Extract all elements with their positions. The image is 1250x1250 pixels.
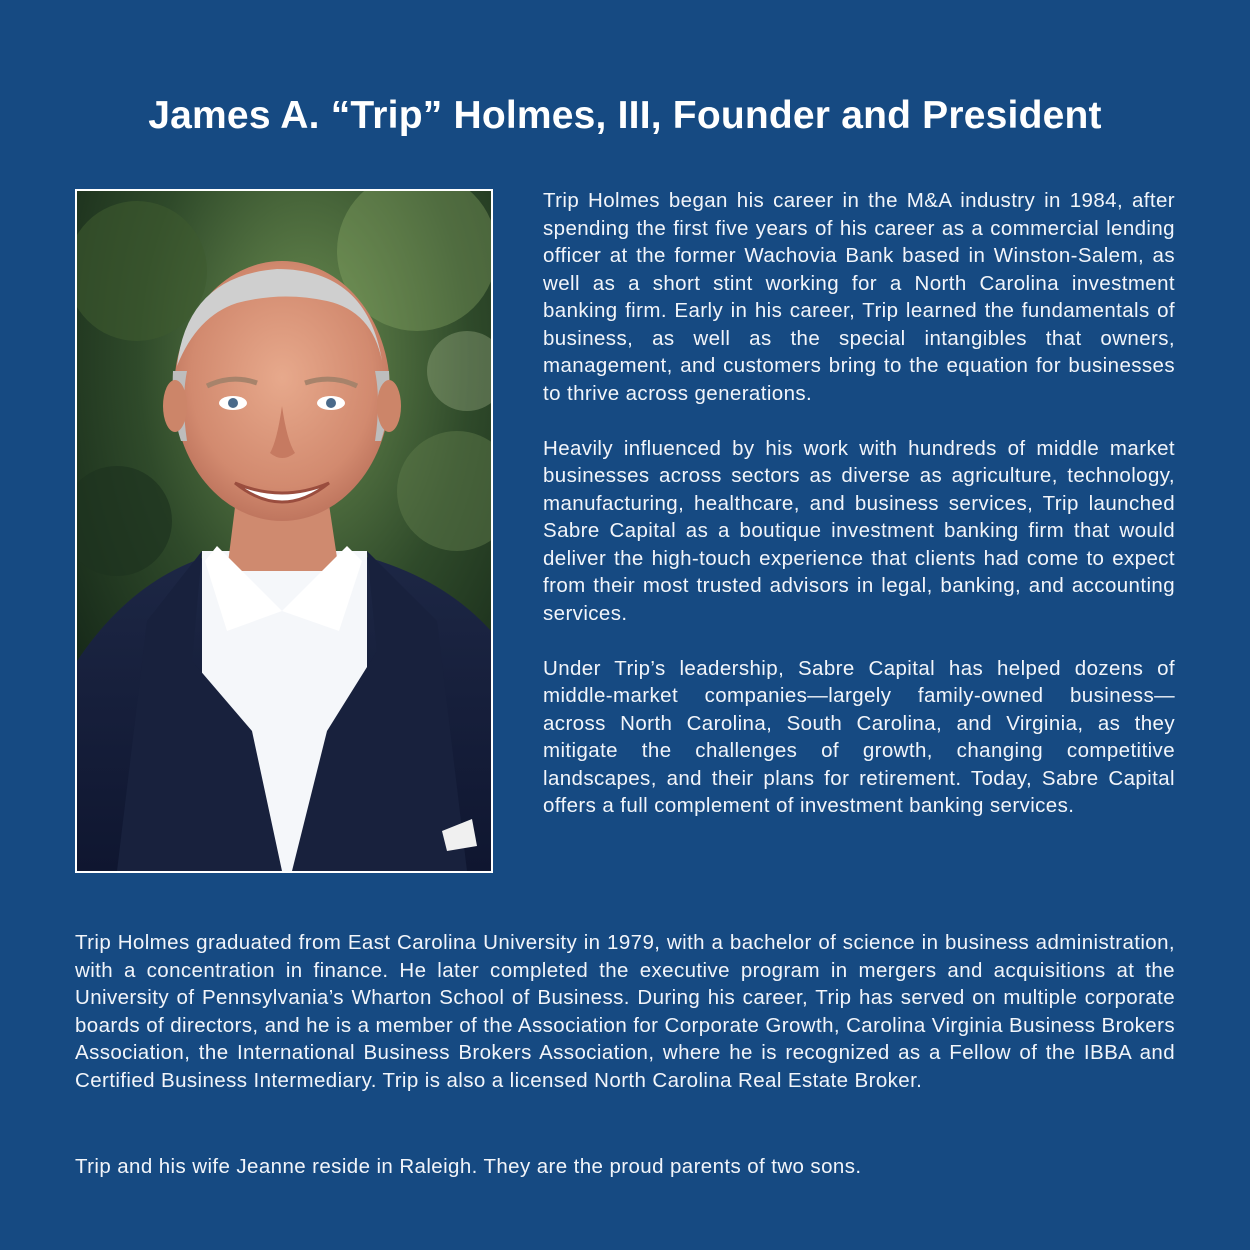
- portrait-photo: [75, 189, 493, 873]
- bio-paragraph-leadership: Under Trip’s leadership, Sabre Capital has helped dozens of middle-market companies—largely family-owned business—across North Carolina, South Carolina, and Virginia, as they mitigate the challenges of growth, changing competitive landscapes, and their plans for retirement. Today, Sabre Capital offers a full complement of investment banking services.: [543, 656, 1175, 817]
- bio-paragraph-education: Trip Holmes graduated from East Carolina University in 1979, with a bachelor of science in business administration, with a concentration in finance. He later completed the executive program in mergers and acquisitions at the University of Pennsylvania’s Wharton School of Business. During his career, Trip has served on multiple corporate boards of directors, and he is a member of the Association for Corporate Growth, Carolina Virginia Business Brokers Association, the International Business Brokers Association, where he is recognized as a Fellow of the IBBA and Certified Business Intermediary. Trip is also a licensed North Carolina Real Estate Broker.: [75, 931, 1175, 1092]
- bio-paragraph-career-start: Trip Holmes began his career in the M&A industry in 1984, after spending the first five years of his career as a commercial lending officer at the former Wachovia Bank based in Winston-Salem, as well as a short stint working for a North Carolina investment banking firm. Early in his career, Trip learned the fundamentals of business, as well as the special intangibles that owners, management, and customers bring to the equation for businesses to thrive across generations.: [543, 189, 1175, 405]
- person-photo-icon: [77, 191, 491, 871]
- bio-paragraph-family: Trip and his wife Jeanne reside in Raleigh. They are the proud parents of two sons.: [75, 1155, 862, 1178]
- bio-column: [543, 187, 1175, 820]
- bio-education-section: [75, 929, 1175, 1094]
- bio-family-section: [75, 1153, 1175, 1181]
- bio-paragraph-sabre-founding: Heavily influenced by his work with hundreds of middle market businesses across sectors as diverse as agriculture, technology, manufacturing, healthcare, and business services, Trip launched Sabre Capital as a boutique investment banking firm that would deliver the high-touch experience that clients had come to expect from their most trusted advisors in legal, banking, and accounting services.: [543, 436, 1175, 625]
- page-title: James A. “Trip” Holmes, III, Founder and President: [148, 94, 1102, 138]
